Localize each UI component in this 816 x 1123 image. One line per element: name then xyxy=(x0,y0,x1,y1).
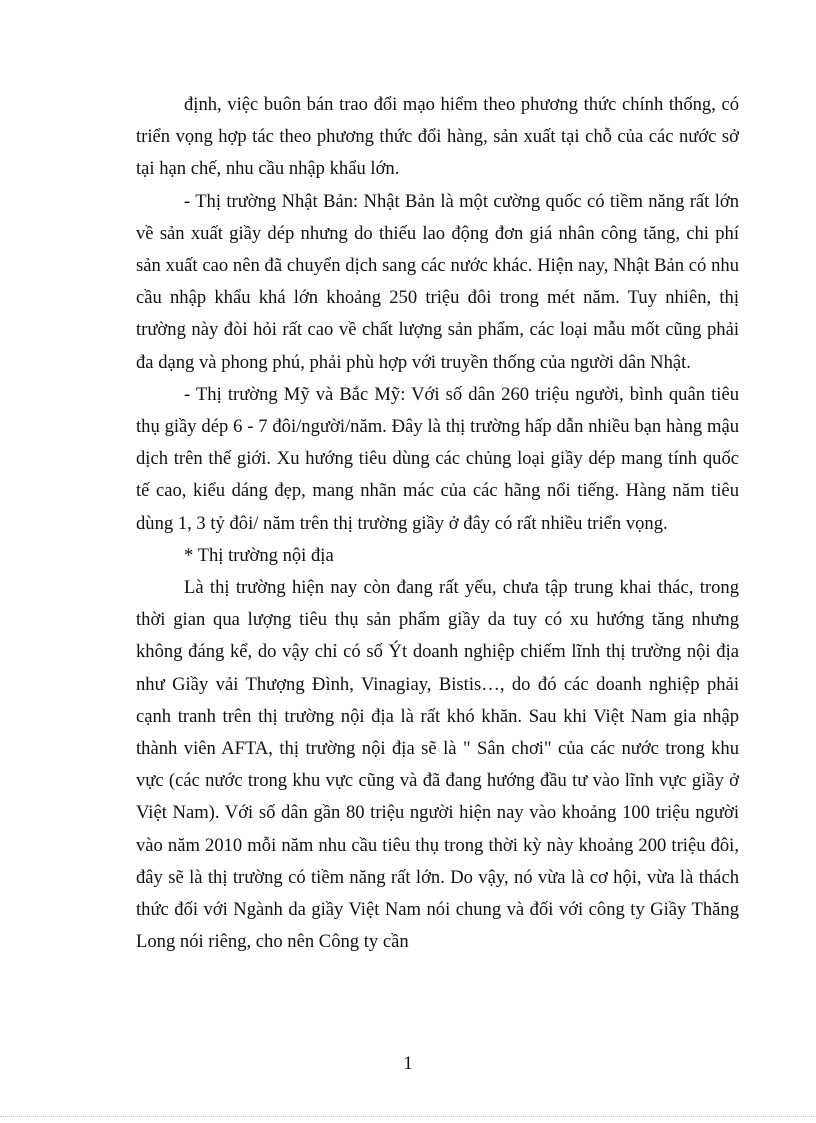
paragraph-us-market: - Thị trường Mỹ và Bắc Mỹ: Với số dân 260 triệu người, bình quân tiêu thụ giầy dép 6 - 7 đôi/người/năm. Đây là thị trường hấp dẫn nhiều bạn hàng mậu dịch trên thế giới. Xu hướng tiêu dùng các chủng loại giầy dép mang tính quốc tế cao, kiểu dáng đẹp, mang nhãn mác của các hãng nổi tiếng. Hàng năm tiêu dùng 1, 3 tỷ đôi/ năm trên thị trường giầy ở đây có rất nhiều triển vọng. xyxy=(136,383,739,534)
paragraph-continuation: định, việc buôn bán trao đổi mạo hiểm theo phương thức chính thống, có triển vọng hợp tác theo phương thức đổi hàng, sản xuất tại chỗ của các nước sở tại hạn chế, nhu cầu nhập khẩu lớn. xyxy=(136,94,739,180)
page-number: 1 xyxy=(403,1053,413,1074)
paragraph-japan-market: - Thị trường Nhật Bản: Nhật Bản là một cường quốc có tiềm năng rất lớn về sản xuất giầy dép nhưng do thiếu lao động đơn giá nhân công tăng, chi phí sản xuất cao nên đã chuyển dịch sang các nước khác. Hiện nay, Nhật Bản có nhu cầu nhập khẩu khá lớn khoảng 250 triệu đôi trong mét năm. Tuy nhiên, thị trường này đòi hỏi rất cao về chất lượng sản phẩm, các loại mẫu mốt cũng phải đa dạng và phong phú, phải phù hợp với truyền thống của người dân Nhật. xyxy=(136,190,739,373)
paragraph-domestic-market: Là thị trường hiện nay còn đang rất yếu, chưa tập trung khai thác, trong thời gian qua lượng tiêu thụ sản phẩm giầy da tuy có xu hướng tăng nhưng không đáng kể, do vậy chỉ có số Ýt doanh nghiệp chiếm lĩnh thị trường nội địa như Giầy vải Thượng Đình, Vinagiay, Bistis…, do đó các doanh nghiệp phải cạnh tranh trên thị trường nội địa là rất khó khăn. Sau khi Việt Nam gia nhập thành viên AFTA, thị trường nội địa sẽ là " Sân chơi" của các nước trong khu vực (các nước trong khu vực cũng và đã đang hướng đầu tư vào lĩnh vực giầy ở Việt Nam). Với số dân gần 80 triệu người hiện nay vào khoảng 100 triệu người vào năm 2010 mỗi năm nhu cầu tiêu thụ trong thời kỳ này khoảng 200 triệu đôi, đây sẽ là thị trường có tiềm năng rất lớn. Do vậy, nó vừa là cơ hội, vừa là thách thức đối với Ngành da giầy Việt Nam nói chung và đối với công ty Giầy Thăng Long nói riêng, cho nên Công ty cần xyxy=(136,577,739,953)
body-text xyxy=(136,89,739,958)
page-bottom-divider xyxy=(0,1116,816,1117)
section-heading-domestic-market: * Thị trường nội địa xyxy=(184,544,334,566)
